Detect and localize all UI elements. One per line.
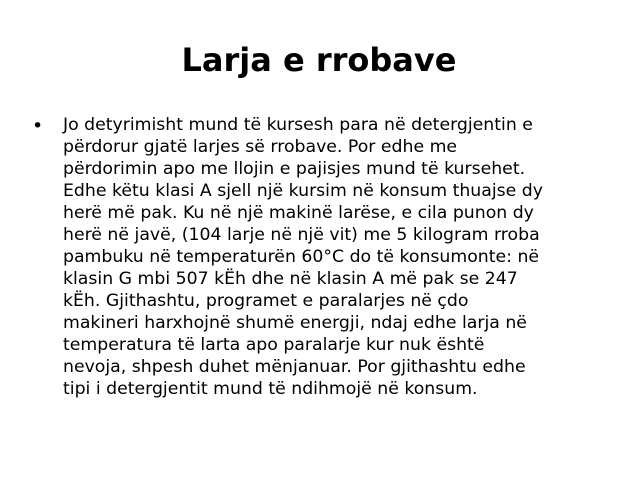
paragraph-line: përdorimin apo me llojin e pajisjes mund të kursehet. [63,159,526,179]
paragraph-line: pambuku në temperaturën 60°C do të konsumonte: në [63,247,540,267]
slide-title: Larja e rrobave [181,41,457,79]
paragraph-line: Jo detyrimisht mund të kursesh para në detergjentin e [63,115,533,135]
bullet-marker: • [32,115,44,137]
paragraph-line: herë në javë, (104 larje në një vit) me 5 kilogram rroba [63,225,540,245]
paragraph-line: tipi i detergjentit mund të ndihmojë në konsum. [63,379,478,399]
paragraph-line: herë më pak. Ku në një makinë larëse, e cila punon dy [63,203,534,223]
paragraph-line: nevoja, shpesh duhet mënjanuar. Por gjithashtu edhe [63,357,526,377]
paragraph-line: kËh. Gjithashtu, programet e paralarjes në çdo [63,291,469,311]
bullet-list [32,114,592,400]
paragraph-line: Edhe këtu klasi A sjell një kursim në konsum thuajse dy [63,181,543,201]
paragraph-line: makineri harxhojnë shumë energji, ndaj edhe larja në [63,313,527,333]
paragraph-line: përdorur gjatë larjes së rrobave. Por edhe me [63,137,458,157]
paragraph-line: klasin G mbi 507 kËh dhe në klasin A më pak se 247 [63,269,518,289]
paragraph-line: temperatura të larta apo paralarje kur nuk është [63,335,485,355]
bullet-item [32,114,592,400]
